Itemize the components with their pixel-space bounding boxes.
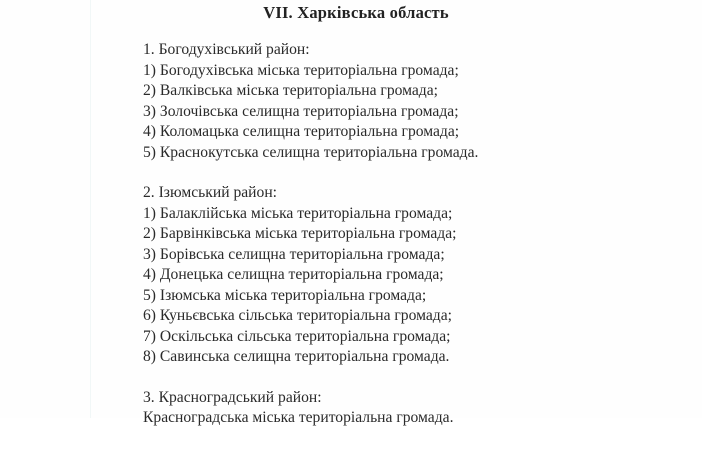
community-item: 7) Оскільська сільська територіальна громада; [143,327,451,345]
district-heading: 2. Ізюмський район: [143,184,277,201]
district-block-3 [143,388,478,429]
community-item: 5) Краснокутська селищна територіальна громада. [143,143,479,161]
district-block-2 [143,183,478,368]
community-item: 2) Валківська міська територіальна громада; [143,82,438,99]
district-list [143,40,478,449]
scan-artifact-line [90,0,91,418]
community-item: 1) Балаклійська міська територіальна громада; [143,204,453,222]
community-item: 2) Барвінківська міська територіальна громада; [143,225,457,242]
community-item: Красноградська міська територіальна громада. [143,409,454,426]
community-item: 1) Богодухівська міська територіальна громада; [143,61,459,79]
district-block-1 [143,40,478,163]
community-item: 4) Коломацька селищна територіальна громада; [143,123,460,140]
district-heading: 3. Красноградський район: [143,388,322,406]
community-item: 4) Донецька селищна територіальна громада; [143,266,444,283]
district-heading: 1. Богодухівський район: [143,41,310,58]
community-item: 3) Борівська селищна територіальна громада; [143,245,445,263]
section-title: VII. Харківська область [263,3,449,22]
community-item: 6) Куньєвська сільська територіальна громада; [143,307,452,324]
community-item: 8) Савинська селищна територіальна громада. [143,348,450,365]
community-item: 3) Золочівська селищна територіальна громада; [143,102,459,120]
community-item: 5) Ізюмська міська територіальна громада; [143,286,427,304]
